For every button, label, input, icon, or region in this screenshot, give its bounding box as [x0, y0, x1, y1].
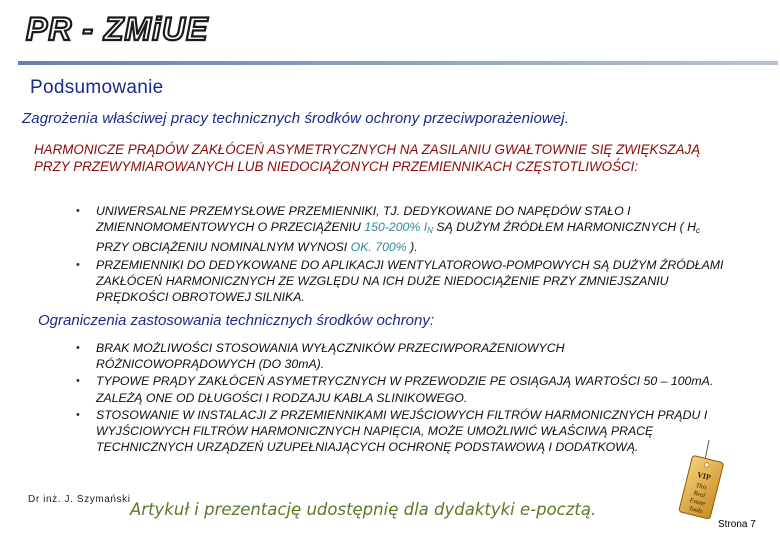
limits-list	[76, 340, 726, 456]
logo	[24, 6, 209, 50]
author: Dr inż. J. Szymański	[28, 494, 131, 505]
vip-badge-icon	[675, 438, 725, 520]
bullet2-text: PRZEMIENNIKI DO DEDYKOWANE DO APLIKACJI WENTYLATOROWO-POMPOWYCH SĄ DUŻYM ŹRÓDŁAMI ZAKŁÓCEŃ HARMONICZNYCH ZE WZGLĘDU NA ICH DUŻE NIEDOCIĄŻENIE PRZY ZMNIEJSZANIU PRĘDKOŚCI OBROTOWEJ SILNIKA.	[96, 257, 724, 305]
bullet1-value: OK. 700%	[350, 240, 407, 255]
bullet1-h-sub: c	[695, 226, 700, 236]
limits-item-text: BRAK MOŻLIWOŚCI STOSOWANIA WYŁĄCZNIKÓW PRZECIWPORAŻENIOWYCH RÓŻNICOWOPRĄDOWYCH (DO 30mA).	[96, 341, 565, 372]
section-title: Podsumowanie	[30, 77, 164, 98]
limits-heading: Ograniczenia zastosowania technicznych środków ochrony:	[38, 312, 435, 329]
footer-note: Artykuł i prezentację udostępnię dla dydaktyki e-pocztą.	[130, 500, 597, 519]
svg-text:This: This	[695, 482, 708, 492]
list-item	[76, 407, 726, 456]
bullet1-range: 150-200% I	[364, 220, 428, 235]
harmonics-heading: HARMONICZE PRĄDÓW ZAKŁÓCEŃ ASYMETRYCZNYCH NA ZASILANIU GWAŁTOWNIE SIĘ ZWIĘKSZAJĄ PRZY PRZEWYMIAROWANYCH LUB NIEDOCIĄŻONYCH PRZEMIENNIKACH CZĘSTOTLIWOŚCI:	[34, 142, 701, 175]
list-item	[76, 340, 726, 372]
bullet-icon: •	[76, 205, 80, 217]
bullet1-text-b: SĄ DUŻYM ŹRÓDŁEM HARMONICZNYCH ( H	[432, 220, 696, 235]
bullet1-text-d: ).	[406, 240, 418, 255]
bullet-icon: •	[76, 258, 80, 271]
subtitle: Zagrożenia właściwej pracy technicznych środków ochrony przeciwporażeniowej.	[22, 110, 570, 127]
logo-text: PR - ZMiUE	[26, 11, 209, 47]
header-divider	[18, 61, 778, 65]
svg-text:Real: Real	[692, 489, 707, 500]
limits-item-text: TYPOWE PRĄDY ZAKŁÓCEŃ ASYMETRYCZNYCH W PRZEWODZIE PE OSIĄGAJĄ WARTOŚCI 50 – 100mA. ZALEŻĄ ONE OD DŁUGOŚCI I RODZAJU KABLA SLINIKOWEGO.	[96, 374, 714, 405]
bullet-icon: •	[76, 342, 80, 354]
bullet-icon: •	[76, 375, 80, 388]
bullet1-range-sub: N	[427, 226, 433, 236]
bullet1-text-c: PRZY OBCIĄŻENIU NOMINALNYM WYNOSI	[96, 240, 351, 255]
svg-text:Tools: Tools	[687, 505, 704, 516]
bullet-icon: •	[76, 408, 80, 421]
list-item	[76, 373, 726, 405]
list-item	[76, 203, 726, 256]
svg-text:Estate: Estate	[688, 496, 707, 508]
bullet1-text-a: UNIWERSALNE PRZEMYSŁOWE PRZEMIENNIKI, TJ. DEDYKOWANE DO NAPĘDÓW STAŁO I ZMIENNOMOMENTOWYCH O PRZECIĄŻENIU	[96, 204, 631, 235]
page-number: Strona 7	[718, 519, 756, 530]
limits-item-text: STOSOWANIE W INSTALACJI Z PRZEMIENNIKAMI WEJŚCIOWYCH FILTRÓW HARMONICZNYCH PRĄDU I WYJŚCIOWYCH FILTRÓW HARMONICZNYCH NAPIĘCIA, MOŻE UMOŻLIWIĆ WŁAŚCIWĄ PRACĘ TECHNICZNYCH URZĄDZEŃ UZUPEŁNIAJĄCYCH OCHRONĘ PODSTAWOWĄ I DODATKOWĄ.	[96, 407, 708, 455]
list-item	[76, 257, 726, 306]
svg-text:VIP: VIP	[696, 470, 712, 483]
harmonics-list	[76, 203, 726, 306]
